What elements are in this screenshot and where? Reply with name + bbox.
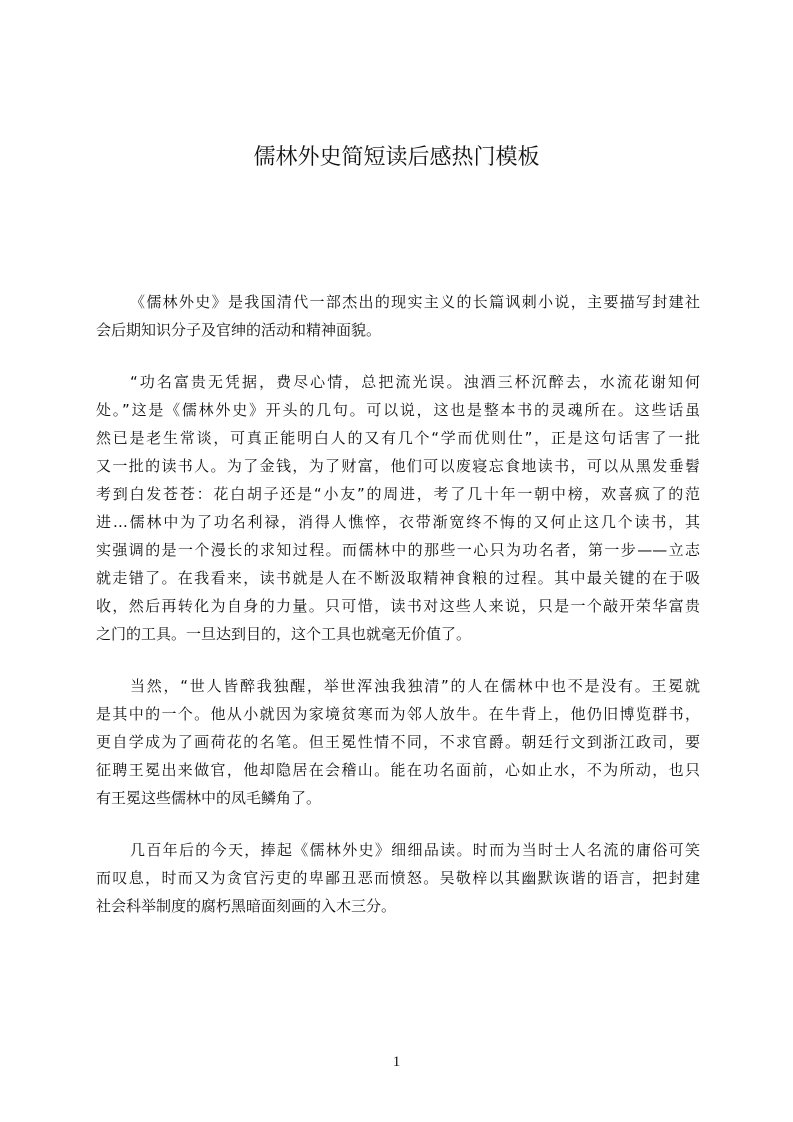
paragraph-4-line-3: 社会科举制度的腐朽黑暗面刻画的入木三分。	[96, 897, 397, 915]
paragraph-3-line-2: 是其中的一个。他从小就因为家境贫寒而为邻人放牛。在牛背上，他仍旧博览群书，	[96, 705, 700, 723]
document-title: 儒林外史简短读后感热门模板	[253, 145, 540, 170]
paragraph-2-line-7: 实强调的是一个漫长的求知过程。而儒林中的那些一心只为功名者，第一步——立志	[96, 541, 700, 559]
paragraph-2-line-9: 收，然后再转化为自身的力量。只可惜，读书对这些人来说，只是一个敲开荣华富贵	[96, 597, 700, 615]
paragraph-4-line-1: 几百年后的今天，捧起《儒林外史》细细品读。时而为当时士人名流的庸俗可笑	[130, 841, 700, 859]
paragraph-2-line-4: 又一批的读书人。为了金钱，为了财富，他们可以废寝忘食地读书，可以从黑发垂髫	[96, 457, 700, 475]
page-number: 1	[392, 1054, 401, 1070]
paragraph-2-line-2: 处。”这是《儒林外史》开头的几句。可以说，这也是整本书的灵魂所在。这些话虽	[96, 401, 700, 419]
paragraph-3-line-4: 征聘王冕出来做官，他却隐居在会稽山。能在功名面前，心如止水，不为所动，也只	[96, 761, 700, 779]
paragraph-2-line-1: “功名富贵无凭据，费尽心情，总把流光误。浊酒三杯沉醉去，水流花谢知何	[130, 373, 700, 391]
paragraph-2-line-10: 之门的工具。一旦达到目的，这个工具也就毫无价值了。	[96, 625, 472, 643]
paragraph-3-line-3: 更自学成为了画荷花的名笔。但王冕性情不同，不求官爵。朝廷行文到浙江政司，要	[96, 733, 700, 751]
paragraph-2-line-8: 就走错了。在我看来，读书就是人在不断汲取精神食粮的过程。其中最关键的在于吸	[96, 569, 700, 587]
paragraph-2-line-3: 然已是老生常谈，可真正能明白人的又有几个“学而优则仕”，正是这句话害了一批	[96, 429, 700, 447]
paragraph-3-line-5: 有王冕这些儒林中的凤毛鳞角了。	[96, 789, 322, 807]
paragraph-2-line-6: 进…儒林中为了功名利禄，消得人憔悴，衣带渐宽终不悔的又何止这几个读书，其	[96, 513, 700, 531]
paragraph-3-line-1: 当然，“世人皆醉我独醒，举世浑浊我独清”的人在儒林中也不是没有。王冕就	[130, 677, 700, 695]
paragraph-1-line-2: 会后期知识分子及官绅的活动和精神面貌。	[96, 321, 382, 339]
paragraph-1-line-1: 《儒林外史》是我国清代一部杰出的现实主义的长篇讽刺小说，主要描写封建社	[130, 293, 700, 311]
paragraph-4-line-2: 而叹息，时而又为贪官污吏的卑鄙丑恶而愤怒。吴敬梓以其幽默诙谐的语言，把封建	[96, 869, 700, 887]
paragraph-2-line-5: 考到白发苍苍：花白胡子还是“小友”的周进，考了几十年一朝中榜，欢喜疯了的范	[96, 485, 700, 503]
